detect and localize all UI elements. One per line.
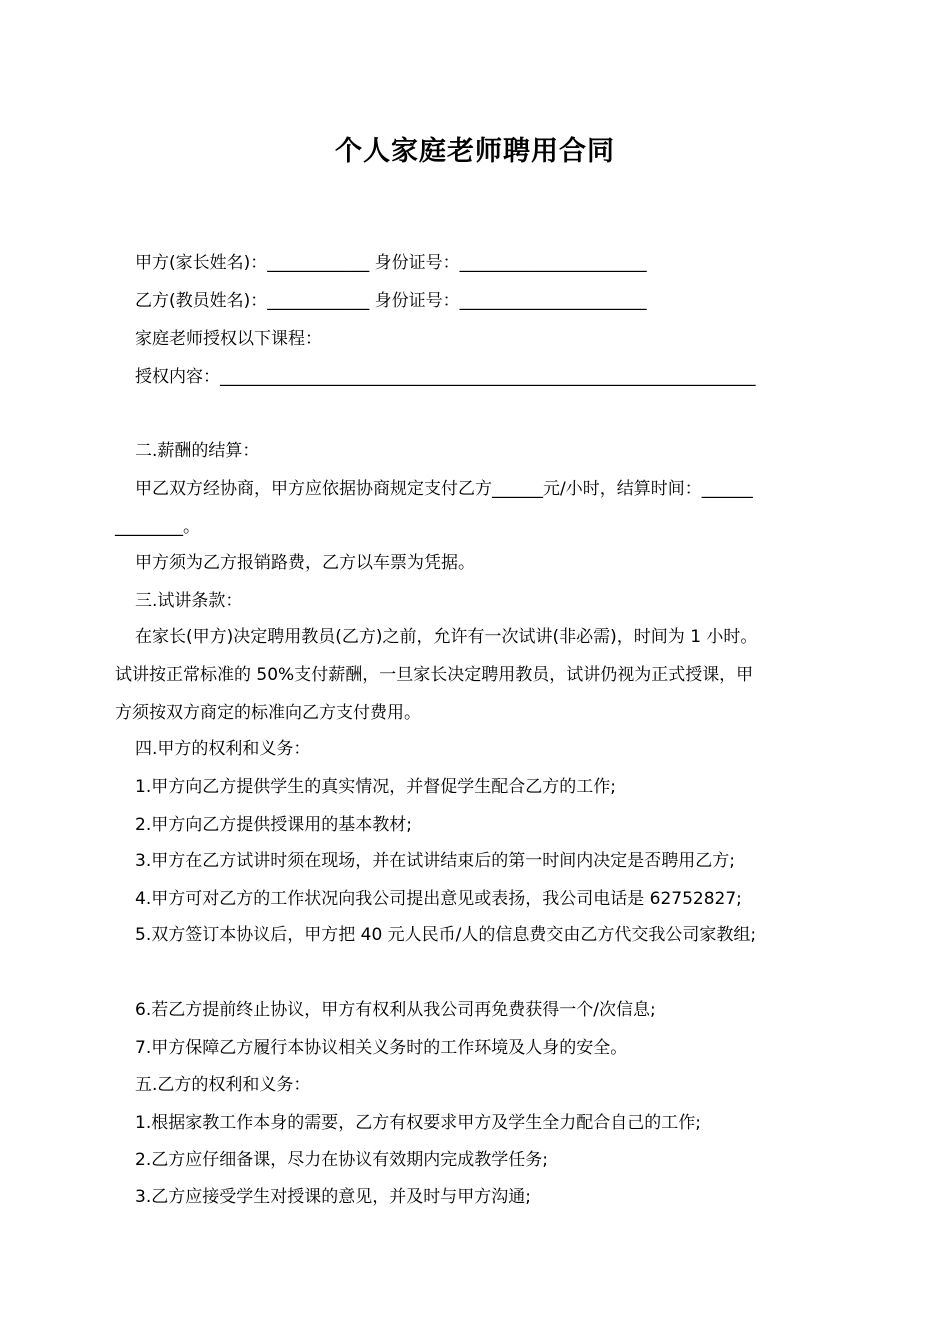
- list-item: 1.根据家教工作本身的需要，乙方有权要求甲方及学生全力配合自己的工作;: [135, 1113, 701, 1133]
- list-item: 2.乙方应仔细备课，尽力在协议有效期内完成教学任务;: [135, 1150, 548, 1170]
- party-a-line: 甲方(家长姓名)：____________ 身份证号：______________________: [135, 253, 647, 273]
- section-heading-party-a-rights: 四.甲方的权利和义务：: [135, 739, 311, 759]
- paragraph-line: 方须按双方商定的标准向乙方支付费用。: [115, 703, 421, 723]
- list-item: 2.甲方向乙方提供授课用的基本教材;: [135, 815, 412, 835]
- party-b-line: 乙方(教员姓名)：____________ 身份证号：______________________: [135, 291, 647, 311]
- list-item: 1.甲方向乙方提供学生的真实情况，并督促学生配合乙方的工作;: [135, 777, 616, 797]
- list-item: 4.甲方可对乙方的工作状况向我公司提出意见或表扬，我公司电话是 62752827;: [135, 889, 742, 909]
- list-item: 6.若乙方提前终止协议，甲方有权利从我公司再免费获得一个/次信息;: [135, 1000, 656, 1020]
- paragraph-line: 甲方须为乙方报销路费，乙方以车票为凭据。: [135, 553, 475, 573]
- list-item: 3.甲方在乙方试讲时须在现场，并在试讲结束后的第一时间内决定是否聘用乙方;: [135, 851, 735, 871]
- list-item: 7.甲方保障乙方履行本协议相关义务时的工作环境及人身的安全。: [135, 1038, 628, 1058]
- course-content-line: 授权内容：_______________________________________________________________: [135, 367, 756, 387]
- paragraph-line: 在家长(甲方)决定聘用教员(乙方)之前，允许有一次试讲(非必需)，时间为 1 小时。: [135, 627, 758, 647]
- section-heading-trial: 三.试讲条款：: [135, 591, 243, 611]
- section-heading-salary: 二.薪酬的结算：: [135, 441, 260, 461]
- list-item: 5.双方签订本协议后，甲方把 40 元人民币/人的信息费交由乙方代交我公司家教组;: [135, 925, 757, 945]
- course-intro-line: 家庭老师授权以下课程：: [135, 329, 322, 349]
- paragraph-line: ________。: [115, 517, 200, 537]
- section-heading-party-b-rights: 五.乙方的权利和义务：: [135, 1075, 311, 1095]
- paragraph-line: 试讲按正常标准的 50%支付薪酬，一旦家长决定聘用教员，试讲仍视为正式授课，甲: [115, 665, 754, 685]
- document-title: 个人家庭老师聘用合同: [335, 136, 615, 167]
- list-item: 3.乙方应接受学生对授课的意见，并及时与甲方沟通;: [135, 1187, 531, 1207]
- paragraph-line: 甲乙双方经协商，甲方应依据协商规定支付乙方______元/小时，结算时间：______: [135, 479, 753, 499]
